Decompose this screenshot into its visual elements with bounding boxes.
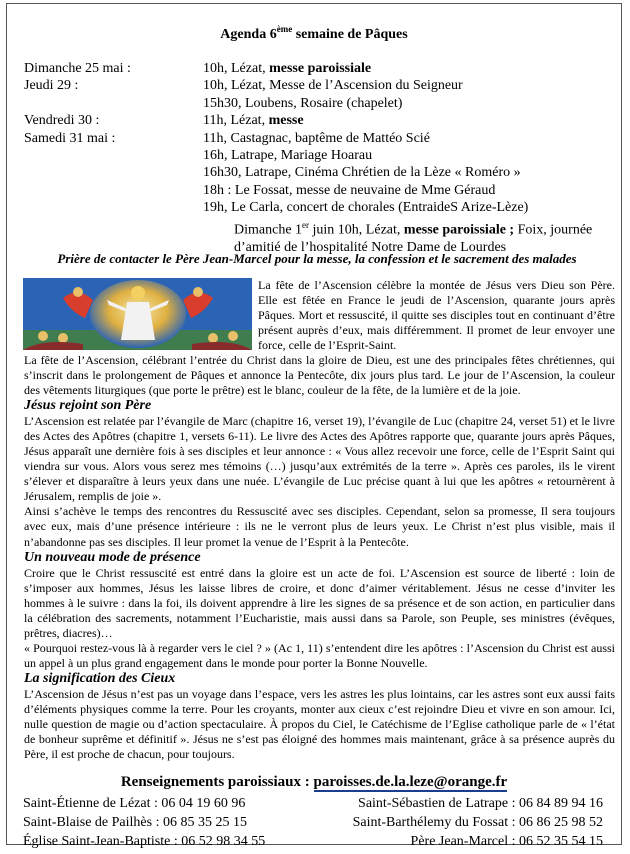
article-body [24,353,615,762]
agenda-row: Dimanche 25 mai : 10h, Lézat, messe paroissiale [24,61,372,76]
paragraph: Ainsi s’achève le temps des rencontres du Ressuscité avec ses disciples. Cependant, selon sa promesse, Il sera toujours avec eux, mais d’une présence intérieure : ils ne le verront plus de leurs yeux. Le Christ n’est plus visible, mais il n’abandonne pas ses disciples. Il leur promet la venue de l’Esprit à la Pentecôte. [24,504,615,549]
prayer-note: Prière de contacter le Père Jean-Marcel pour la messe, la confession et le sacrement des malades [57,251,577,266]
agenda-row: 16h, Latrape, Mariage Hoarau [203,148,373,164]
agenda-row: Vendredi 30 : 11h, Lézat, messe [24,113,304,129]
intro-paragraph: La fête de l’Ascension célèbre la montée de Jésus vers Dieu son Père. Elle est fêtée en France le jeudi de l’Ascension, quarante jours après Pâques. Mort et ressuscité, il quitte ses disciples tout en continuant d’être présent auprès d’eux, mais différemment. Il promet de leur envoyer une force, celle de l’Esprit-Saint. [258,278,615,352]
agenda-row: Samedi 31 mai : 11h, Castagnac, baptême de Mattéo Scié [24,130,430,146]
agenda-row: 18h : Le Fossat, messe de neuvaine de Mme Géraud [203,182,496,198]
paragraph: Croire que le Christ ressuscité est entré dans la gloire est un acte de foi. L’Ascension est source de liberté : loin de s’imposer aux hommes, Jésus les laisse libres de croire, et donc d’aimer véritablement. Jésus ne cesse d’inviter les hommes à le suivre : dans la foi, ils doivent apprendre à lire les signes de sa présence et de son action, en particulier dans la célébration des sacrements, notamment l’Eucharistie, mais aussi dans sa Parole, son Peuple, ses ministres (évêques, prêtres, diacres)… [24,565,615,640]
contact-row: Saint-Étienne de Lézat : 06 04 19 60 96 Saint-Sébastien de Latrape : 06 84 89 94 16 [23,796,603,811]
info-heading: Renseignements paroissiaux : paroisses.de.la.leze@orange.fr [120,774,508,790]
paragraph: L’Ascension est relatée par l’évangile de Marc (chapitre 16, verset 19), l’évangile de Luc (chapitre 24, verset 51) et le livre des Actes des Apôtres (chapitre 1, versets 6-11). Le livre des Actes des Apôtres rapporte que, quarante jours après Pâques, Jésus apparaît une dernière fois à ses disciples et leur annonce : « Vous allez recevoir une force, celle de l’Esprit Saint qui viendra sur vous. Alors vous serez mes témoins (…) jusqu’aux extrémités de la terre ». Après ces paroles, ils le virent s’élever et disparaître à leurs yeux dans une nuée. L’évangile de Luc précise quant à lui que les apôtres « retournèrent à Jérusalem, remplis de joie ». [24,414,615,504]
agenda-row: Jeudi 29 : 10h, Lézat, Messe de l’Ascension du Seigneur [24,78,463,94]
agenda-row: 19h, Le Carla, concert de chorales (EntraideS Arize-Lèze) [203,200,529,216]
section-heading: La signification des Cieux [24,670,176,686]
agenda-row: 16h30, Latrape, Cinéma Chrétien de la Lèze « Roméro » [203,165,521,181]
email-link[interactable]: paroisses.de.la.leze@orange.fr [313,774,508,790]
agenda-sunday-entry: Dimanche 1er juin 10h, Lézat, messe paroissiale ; Foix, journée d’amitié de l’hospitalité Notre Dame de Lourdes [234,219,593,255]
section-heading: Un nouveau mode de présence [24,549,201,565]
paragraph: « Pourquoi restez-vous là à regarder vers le ciel ? » (Ac 1, 11) s’entendent dire les apôtres : l’Ascension du Christ est aussi un appel à un plus grand engagement dans le monde pour porter la Bonne Nouvelle. [24,640,615,670]
contact-row: Saint-Blaise de Pailhès : 06 85 35 25 15 Saint-Barthélemy du Fossat : 06 86 25 98 52 [23,815,603,830]
bulletin-page [6,3,622,849]
agenda-list [24,60,618,256]
section-heading: Jésus rejoint son Père [24,398,152,414]
ascension-icon-image [23,278,252,350]
page-title: Agenda 6ème semaine de Pâques [220,24,408,42]
paragraph: L’Ascension de Jésus n’est pas un voyage dans l’espace, vers les astres les plus lointains, car les astres sont eux aussi faits d’éléments physiques comme la terre. Pour les croyants, monter aux cieux c’est rejoindre Dieu et vivre en son amour. Ici, nulle question de magie ou d’action spectaculaire. À propos du Ciel, le Catéchisme de l’Eglise catholique parle de « l’état de bonheur suprême et définitif ». Jésus ne s’est pas éloigné des hommes mais maintenant, grâce à sa présence auprès du Père, il est proche de chacun, pour toujours. [24,686,615,762]
paragraph: La fête de l’Ascension, célébrant l’entrée du Christ dans la gloire de Dieu, est une des principales fêtes chrétiennes, qui s’inscrit dans le prolongement de Pâques et annonce la Pentecôte, dix jours plus tard. Le jour de l’Ascension, la couleur des vêtements liturgiques (que porte le prêtre) est le blanc, couleur de la fête, de la lumière et de la joie. [24,353,615,398]
contact-row: Église Saint-Jean-Baptiste : 06 52 98 34 55 Père Jean-Marcel : 06 52 35 54 15 [23,834,603,849]
agenda-row: 15h30, Loubens, Rosaire (chapelet) [203,95,403,111]
contact-list [23,794,603,851]
